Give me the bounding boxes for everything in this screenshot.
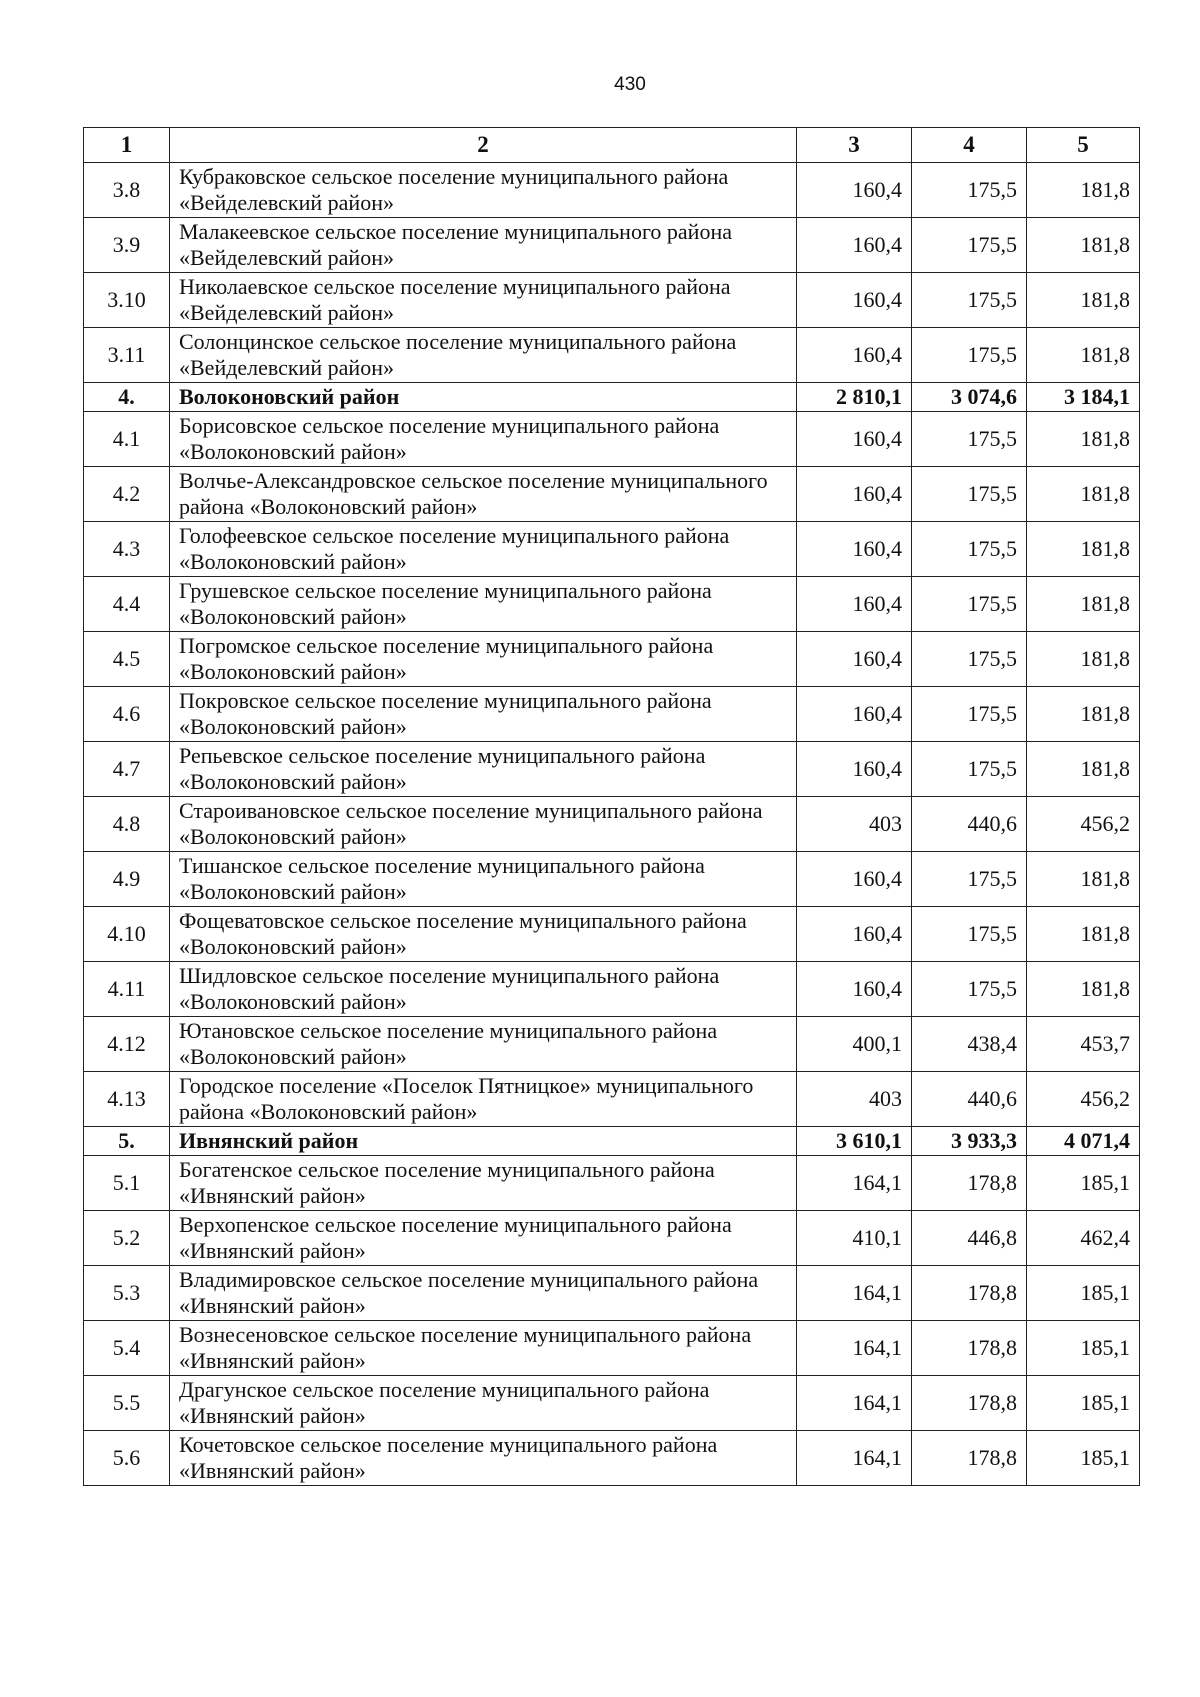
table-row xyxy=(84,412,1140,467)
row-value-3: 160,4 xyxy=(797,163,912,218)
row-value-4: 446,8 xyxy=(912,1211,1027,1266)
row-number: 5.2 xyxy=(84,1211,170,1266)
row-name: Богатенское сельское поселение муниципального района «Ивнянский район» xyxy=(170,1156,797,1211)
row-name: Владимировское сельское поселение муниципального района «Ивнянский район» xyxy=(170,1266,797,1321)
row-name: Николаевское сельское поселение муниципального района «Вейделевский район» xyxy=(170,273,797,328)
row-number: 4.3 xyxy=(84,522,170,577)
row-number: 4.10 xyxy=(84,907,170,962)
row-value-4: 178,8 xyxy=(912,1431,1027,1486)
row-value-4: 175,5 xyxy=(912,412,1027,467)
row-value-4: 175,5 xyxy=(912,632,1027,687)
table-row xyxy=(84,1376,1140,1431)
row-value-5: 453,7 xyxy=(1027,1017,1140,1072)
row-value-5: 185,1 xyxy=(1027,1376,1140,1431)
row-value-4: 3 933,3 xyxy=(912,1127,1027,1156)
table-row xyxy=(84,1431,1140,1486)
row-name: Борисовское сельское поселение муниципального района «Волоконовский район» xyxy=(170,412,797,467)
table-row xyxy=(84,273,1140,328)
row-value-3: 160,4 xyxy=(797,632,912,687)
row-value-3: 400,1 xyxy=(797,1017,912,1072)
row-value-5: 181,8 xyxy=(1027,163,1140,218)
table-row xyxy=(84,1127,1140,1156)
row-value-4: 178,8 xyxy=(912,1376,1027,1431)
row-value-3: 403 xyxy=(797,1072,912,1127)
row-value-4: 3 074,6 xyxy=(912,383,1027,412)
row-value-5: 181,8 xyxy=(1027,632,1140,687)
row-value-3: 160,4 xyxy=(797,907,912,962)
row-value-3: 164,1 xyxy=(797,1376,912,1431)
row-number: 4.2 xyxy=(84,467,170,522)
row-number: 3.8 xyxy=(84,163,170,218)
row-value-5: 181,8 xyxy=(1027,467,1140,522)
row-value-5: 185,1 xyxy=(1027,1266,1140,1321)
table-row xyxy=(84,742,1140,797)
row-value-5: 4 071,4 xyxy=(1027,1127,1140,1156)
table-row xyxy=(84,522,1140,577)
table-row xyxy=(84,577,1140,632)
row-number: 4.7 xyxy=(84,742,170,797)
row-value-4: 175,5 xyxy=(912,577,1027,632)
row-value-5: 181,8 xyxy=(1027,687,1140,742)
table-row xyxy=(84,163,1140,218)
row-number: 3.10 xyxy=(84,273,170,328)
header-col-3: 3 xyxy=(797,128,912,163)
table-row xyxy=(84,632,1140,687)
row-value-4: 178,8 xyxy=(912,1266,1027,1321)
row-name: Староивановское сельское поселение муниципального района «Волоконовский район» xyxy=(170,797,797,852)
row-value-3: 160,4 xyxy=(797,273,912,328)
row-value-5: 181,8 xyxy=(1027,522,1140,577)
row-value-3: 160,4 xyxy=(797,522,912,577)
table-row xyxy=(84,328,1140,383)
table-row xyxy=(84,1211,1140,1266)
row-value-3: 2 810,1 xyxy=(797,383,912,412)
row-value-4: 438,4 xyxy=(912,1017,1027,1072)
row-value-5: 181,8 xyxy=(1027,328,1140,383)
row-number: 5.6 xyxy=(84,1431,170,1486)
row-value-4: 175,5 xyxy=(912,163,1027,218)
row-number: 4.13 xyxy=(84,1072,170,1127)
row-value-4: 175,5 xyxy=(912,522,1027,577)
table-header xyxy=(84,128,1140,163)
row-value-5: 3 184,1 xyxy=(1027,383,1140,412)
header-col-1: 1 xyxy=(84,128,170,163)
row-value-4: 175,5 xyxy=(912,687,1027,742)
row-value-3: 164,1 xyxy=(797,1431,912,1486)
row-value-3: 160,4 xyxy=(797,962,912,1017)
row-name: Ивнянский район xyxy=(170,1127,797,1156)
row-name: Вознесеновское сельское поселение муниципального района «Ивнянский район» xyxy=(170,1321,797,1376)
row-value-3: 403 xyxy=(797,797,912,852)
page-number: 430 xyxy=(614,74,646,95)
row-value-5: 185,1 xyxy=(1027,1431,1140,1486)
row-number: 4.4 xyxy=(84,577,170,632)
row-name: Покровское сельское поселение муниципального района «Волоконовский район» xyxy=(170,687,797,742)
row-value-3: 160,4 xyxy=(797,412,912,467)
table-row xyxy=(84,1017,1140,1072)
row-number: 4.9 xyxy=(84,852,170,907)
table-row xyxy=(84,962,1140,1017)
row-name: Солонцинское сельское поселение муниципального района «Вейделевский район» xyxy=(170,328,797,383)
row-number: 4.5 xyxy=(84,632,170,687)
row-value-5: 185,1 xyxy=(1027,1321,1140,1376)
header-col-4: 4 xyxy=(912,128,1027,163)
row-name: Фощеватовское сельское поселение муниципального района «Волоконовский район» xyxy=(170,907,797,962)
table-body xyxy=(84,163,1140,1486)
row-value-3: 164,1 xyxy=(797,1156,912,1211)
header-col-5: 5 xyxy=(1027,128,1140,163)
row-value-5: 181,8 xyxy=(1027,577,1140,632)
table-row xyxy=(84,218,1140,273)
row-value-5: 456,2 xyxy=(1027,797,1140,852)
row-value-4: 175,5 xyxy=(912,218,1027,273)
row-value-4: 440,6 xyxy=(912,1072,1027,1127)
row-value-5: 181,8 xyxy=(1027,273,1140,328)
row-number: 4.6 xyxy=(84,687,170,742)
row-value-4: 175,5 xyxy=(912,907,1027,962)
row-name: Малакеевское сельское поселение муниципального района «Вейделевский район» xyxy=(170,218,797,273)
row-value-5: 185,1 xyxy=(1027,1156,1140,1211)
row-number: 4.1 xyxy=(84,412,170,467)
row-value-4: 178,8 xyxy=(912,1321,1027,1376)
row-value-5: 181,8 xyxy=(1027,742,1140,797)
row-value-5: 181,8 xyxy=(1027,412,1140,467)
row-value-3: 410,1 xyxy=(797,1211,912,1266)
table-row xyxy=(84,383,1140,412)
row-value-4: 175,5 xyxy=(912,962,1027,1017)
row-number: 4.8 xyxy=(84,797,170,852)
row-number: 3.9 xyxy=(84,218,170,273)
row-name: Волоконовский район xyxy=(170,383,797,412)
row-name: Городское поселение «Поселок Пятницкое» муниципального района «Волоконовский район» xyxy=(170,1072,797,1127)
row-number: 4.11 xyxy=(84,962,170,1017)
row-value-4: 175,5 xyxy=(912,852,1027,907)
row-value-3: 160,4 xyxy=(797,467,912,522)
table-row xyxy=(84,1266,1140,1321)
row-value-4: 175,5 xyxy=(912,742,1027,797)
row-value-3: 160,4 xyxy=(797,687,912,742)
header-col-2: 2 xyxy=(170,128,797,163)
row-number: 4.12 xyxy=(84,1017,170,1072)
row-name: Кубраковское сельское поселение муниципального района «Вейделевский район» xyxy=(170,163,797,218)
row-value-5: 181,8 xyxy=(1027,852,1140,907)
row-name: Погромское сельское поселение муниципального района «Волоконовский район» xyxy=(170,632,797,687)
row-name: Голофеевское сельское поселение муниципального района «Волоконовский район» xyxy=(170,522,797,577)
row-number: 5.4 xyxy=(84,1321,170,1376)
row-name: Драгунское сельское поселение муниципального района «Ивнянский район» xyxy=(170,1376,797,1431)
row-value-4: 440,6 xyxy=(912,797,1027,852)
data-table xyxy=(83,127,1140,1486)
row-name: Шидловское сельское поселение муниципального района «Волоконовский район» xyxy=(170,962,797,1017)
table-row xyxy=(84,1156,1140,1211)
row-name: Верхопенское сельское поселение муниципального района «Ивнянский район» xyxy=(170,1211,797,1266)
row-name: Тишанское сельское поселение муниципального района «Волоконовский район» xyxy=(170,852,797,907)
table-row xyxy=(84,467,1140,522)
row-name: Грушевское сельское поселение муниципального района «Волоконовский район» xyxy=(170,577,797,632)
row-value-3: 160,4 xyxy=(797,218,912,273)
row-name: Кочетовское сельское поселение муниципального района «Ивнянский район» xyxy=(170,1431,797,1486)
row-number: 5.3 xyxy=(84,1266,170,1321)
header-row xyxy=(84,128,1140,163)
row-value-3: 164,1 xyxy=(797,1266,912,1321)
row-number: 4. xyxy=(84,383,170,412)
row-value-4: 175,5 xyxy=(912,273,1027,328)
table-row xyxy=(84,907,1140,962)
row-value-3: 164,1 xyxy=(797,1321,912,1376)
row-value-3: 160,4 xyxy=(797,577,912,632)
row-number: 5.1 xyxy=(84,1156,170,1211)
row-value-5: 462,4 xyxy=(1027,1211,1140,1266)
table-row xyxy=(84,852,1140,907)
row-value-5: 181,8 xyxy=(1027,218,1140,273)
row-value-4: 178,8 xyxy=(912,1156,1027,1211)
row-value-3: 160,4 xyxy=(797,328,912,383)
row-value-3: 3 610,1 xyxy=(797,1127,912,1156)
row-value-5: 181,8 xyxy=(1027,962,1140,1017)
table-row xyxy=(84,1321,1140,1376)
row-value-5: 456,2 xyxy=(1027,1072,1140,1127)
row-name: Ютановское сельское поселение муниципального района «Волоконовский район» xyxy=(170,1017,797,1072)
table-row xyxy=(84,1072,1140,1127)
table-row xyxy=(84,797,1140,852)
table-row xyxy=(84,687,1140,742)
row-value-4: 175,5 xyxy=(912,467,1027,522)
row-name: Волчье-Александровское сельское поселение муниципального района «Волоконовский район» xyxy=(170,467,797,522)
row-value-3: 160,4 xyxy=(797,852,912,907)
row-value-5: 181,8 xyxy=(1027,907,1140,962)
row-value-4: 175,5 xyxy=(912,328,1027,383)
row-number: 5.5 xyxy=(84,1376,170,1431)
row-number: 5. xyxy=(84,1127,170,1156)
row-number: 3.11 xyxy=(84,328,170,383)
row-value-3: 160,4 xyxy=(797,742,912,797)
row-name: Репьевское сельское поселение муниципального района «Волоконовский район» xyxy=(170,742,797,797)
